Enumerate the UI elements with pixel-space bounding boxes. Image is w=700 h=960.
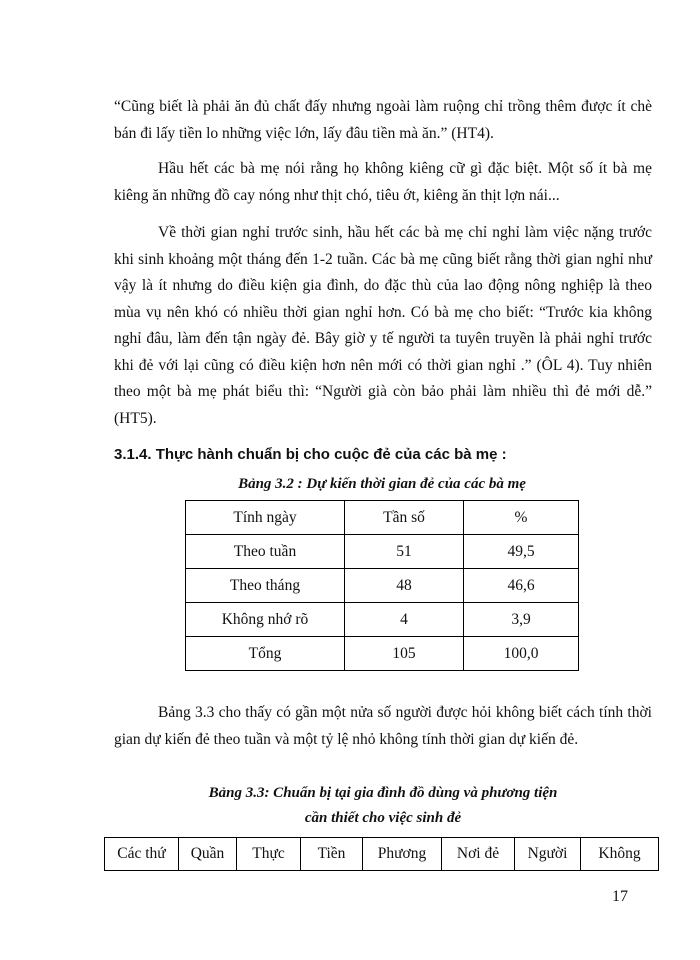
- table-cell: 46,6: [464, 569, 579, 603]
- table-header-row: [105, 838, 659, 871]
- table-cell: 49,5: [464, 535, 579, 569]
- table-row: [186, 569, 579, 603]
- column-header: Người: [515, 838, 581, 871]
- paragraph-food-taboo: Hầu hết các bà mẹ nói rằng họ không kiêng cữ gì đặc biệt. Một số ít bà mẹ kiêng ăn những đồ cay nóng như thịt chó, tiêu ớt, kiêng ăn thịt lợn nái...: [114, 160, 652, 204]
- table-3-3-caption-line2: cần thiết cho việc sinh đẻ: [304, 810, 462, 826]
- table-3-2-caption: Bảng 3.2 : Dự kiến thời gian đẻ của các bà mẹ: [238, 476, 526, 492]
- table-cell: Không nhớ rõ: [186, 603, 345, 637]
- table-cell: 48: [345, 569, 464, 603]
- table-3-2: [185, 500, 579, 671]
- section-heading: 3.1.4. Thực hành chuẩn bị cho cuộc đẻ của các bà mẹ :: [114, 446, 507, 463]
- column-header: Tần số: [345, 501, 464, 535]
- page-number: 17: [612, 888, 628, 905]
- column-header: Các thứ: [105, 838, 179, 871]
- column-header: Nơi đẻ: [442, 838, 515, 871]
- column-header: Tiền: [301, 838, 363, 871]
- table-cell: Theo tuần: [186, 535, 345, 569]
- table-3-3: [104, 837, 659, 871]
- paragraph-table-comment: Bảng 3.3 cho thấy có gần một nửa số người được hỏi không biết cách tính thời gian dự kiến đẻ theo tuần và một tỷ lệ nhỏ không tính thời gian dự kiến đẻ.: [114, 704, 652, 748]
- table-row: [186, 603, 579, 637]
- paragraph-rest-time: Về thời gian nghỉ trước sinh, hầu hết các bà mẹ chỉ nghỉ làm việc nặng trước khi sinh khoảng một tháng đến 1-2 tuần. Các bà mẹ cũng biết rằng thời gian nghỉ như vậy là ít nhưng do điều kiện gia đình, do đặc thù của lao động nông nghiệp là theo mùa vụ nên khó có nhiều thời gian nghỉ hơn. Có bà mẹ cho biết: “Trước kia không nghỉ đâu, làm đến tận ngày đẻ. Bây giờ y tế người ta tuyên truyền là phải nghỉ trước khi đẻ với lại cũng có điều kiện hơn nên mới có thời gian nghỉ .” (ÔL 4). Tuy nhiên theo một bà mẹ phát biểu thì: “Người già còn bảo phải làm nhiều thì đẻ mới dễ.” (HT5).: [114, 224, 652, 427]
- table-cell: 3,9: [464, 603, 579, 637]
- column-header: Quần: [179, 838, 237, 871]
- paragraph-quote-ht4: “Cũng biết là phải ăn đủ chất đấy nhưng ngoài làm ruộng chỉ trồng thêm được ít chè bán đi lấy tiền lo những việc lớn, lấy đâu tiền mà ăn.” (HT4).: [114, 98, 652, 142]
- column-header: %: [464, 501, 579, 535]
- table-row-total: [186, 637, 579, 671]
- table-3-3-caption-line1: Bảng 3.3: Chuẩn bị tại gia đình đồ dùng và phương tiện: [208, 785, 558, 801]
- table-cell: 100,0: [464, 637, 579, 671]
- table-cell: 105: [345, 637, 464, 671]
- table-cell: Tổng: [186, 637, 345, 671]
- column-header: Phương: [363, 838, 442, 871]
- table-header-row: [186, 501, 579, 535]
- table-cell: 4: [345, 603, 464, 637]
- column-header: Tính ngày: [186, 501, 345, 535]
- table-cell: 51: [345, 535, 464, 569]
- column-header: Không: [581, 838, 659, 871]
- table-row: [186, 535, 579, 569]
- table-cell: Theo tháng: [186, 569, 345, 603]
- column-header: Thực: [237, 838, 301, 871]
